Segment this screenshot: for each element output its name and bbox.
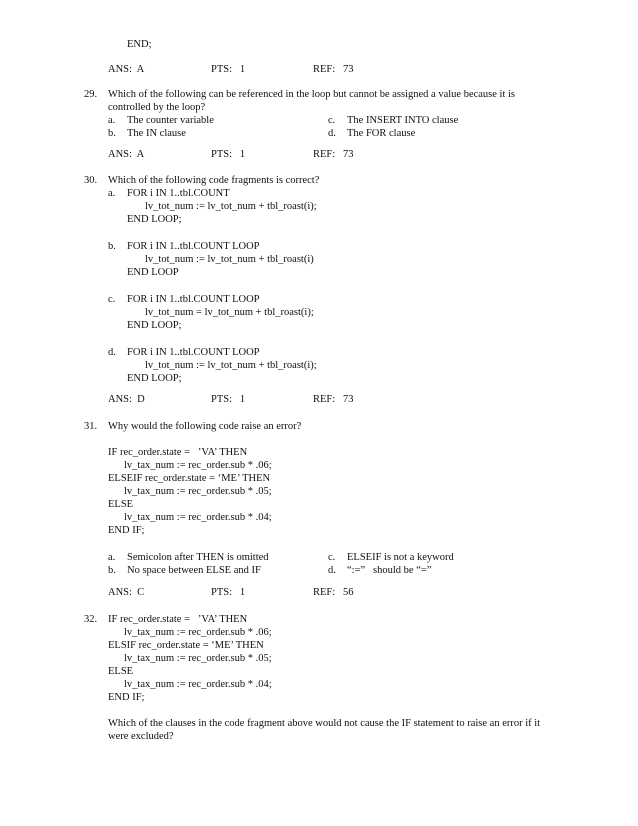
question-stem: controlled by the loop? — [108, 102, 206, 113]
option-text: “:=” should be “=” — [347, 565, 432, 576]
code-line: lv_tot_num := lv_tot_num + tbl_roast(i); — [145, 201, 317, 212]
code-line: lv_tax_num := rec_order.sub * .06; — [124, 627, 272, 638]
code-line: END; — [127, 39, 152, 50]
code-line: lv_tax_num := rec_order.sub * .05; — [124, 653, 272, 664]
question-stem: Which of the following code fragments is correct? — [108, 175, 320, 186]
code-line: ELSE — [108, 666, 134, 677]
option-text: The IN clause — [127, 128, 186, 139]
code-line: lv_tax_num := rec_order.sub * .06; — [124, 460, 272, 471]
option-text: ELSEIF is not a keyword — [347, 552, 454, 563]
option-text: The INSERT INTO clause — [347, 115, 459, 126]
code-line: lv_tot_num := lv_tot_num + tbl_roast(i); — [145, 360, 317, 371]
question-number: 32. — [84, 614, 98, 625]
code-line: END IF; — [108, 525, 145, 536]
code-line: END LOOP; — [127, 320, 182, 331]
code-line: FOR i IN 1..tbl.COUNT LOOP — [127, 294, 260, 305]
option-letter: d. — [328, 565, 336, 576]
code-line: END LOOP — [127, 267, 179, 278]
code-line: IF rec_order.state = ’VA’ THEN — [108, 614, 248, 625]
option-letter: a. — [108, 115, 116, 126]
question-number: 29. — [84, 89, 98, 100]
option-letter: c. — [108, 294, 116, 305]
code-line: lv_tot_num := lv_tot_num + tbl_roast(i) — [145, 254, 314, 265]
code-line: lv_tax_num := rec_order.sub * .05; — [124, 486, 272, 497]
code-line: ELSIF rec_order.state = ‘ME’ THEN — [108, 640, 264, 651]
answer: ANS: A — [108, 64, 145, 75]
option-letter: d. — [328, 128, 336, 139]
points: PTS: 1 — [211, 149, 246, 160]
question-number: 31. — [84, 421, 98, 432]
reference: REF: 73 — [313, 64, 354, 75]
option-letter: c. — [328, 552, 336, 563]
answer: ANS: D — [108, 394, 145, 405]
option-letter: c. — [328, 115, 336, 126]
option-letter: a. — [108, 552, 116, 563]
code-line: FOR i IN 1..tbl.COUNT LOOP — [127, 347, 260, 358]
points: PTS: 1 — [211, 394, 246, 405]
code-line: FOR i IN 1..tbl.COUNT LOOP — [127, 241, 260, 252]
code-line: FOR i IN 1..tbl.COUNT — [127, 188, 230, 199]
code-line: lv_tax_num := rec_order.sub * .04; — [124, 679, 272, 690]
answer: ANS: C — [108, 587, 145, 598]
code-line: lv_tax_num := rec_order.sub * .04; — [124, 512, 272, 523]
question-number: 30. — [84, 175, 98, 186]
option-letter: a. — [108, 188, 116, 199]
code-line: ELSE — [108, 499, 134, 510]
option-text: No space between ELSE and IF — [127, 565, 261, 576]
code-line: ELSEIF rec_order.state = ‘ME’ THEN — [108, 473, 271, 484]
option-text: The counter variable — [127, 115, 214, 126]
code-line: lv_tot_num = lv_tot_num + tbl_roast(i); — [145, 307, 314, 318]
points: PTS: 1 — [211, 64, 246, 75]
option-text: Semicolon after THEN is omitted — [127, 552, 269, 563]
option-letter: d. — [108, 347, 116, 358]
reference: REF: 73 — [313, 149, 354, 160]
option-text: The FOR clause — [347, 128, 416, 139]
option-letter: b. — [108, 241, 116, 252]
code-line: END IF; — [108, 692, 145, 703]
points: PTS: 1 — [211, 587, 246, 598]
code-line: IF rec_order.state = ’VA’ THEN — [108, 447, 248, 458]
question-stem: Which of the clauses in the code fragment above would not cause the IF statement to raise an error if it — [108, 718, 541, 729]
code-line: END LOOP; — [127, 214, 182, 225]
option-letter: b. — [108, 128, 116, 139]
answer: ANS: A — [108, 149, 145, 160]
question-stem: Which of the following can be referenced in the loop but cannot be assigned a value because it is — [108, 89, 516, 100]
option-letter: b. — [108, 565, 116, 576]
question-stem: Why would the following code raise an error? — [108, 421, 302, 432]
reference: REF: 56 — [313, 587, 354, 598]
code-line: END LOOP; — [127, 373, 182, 384]
question-stem: were excluded? — [108, 731, 174, 742]
reference: REF: 73 — [313, 394, 354, 405]
